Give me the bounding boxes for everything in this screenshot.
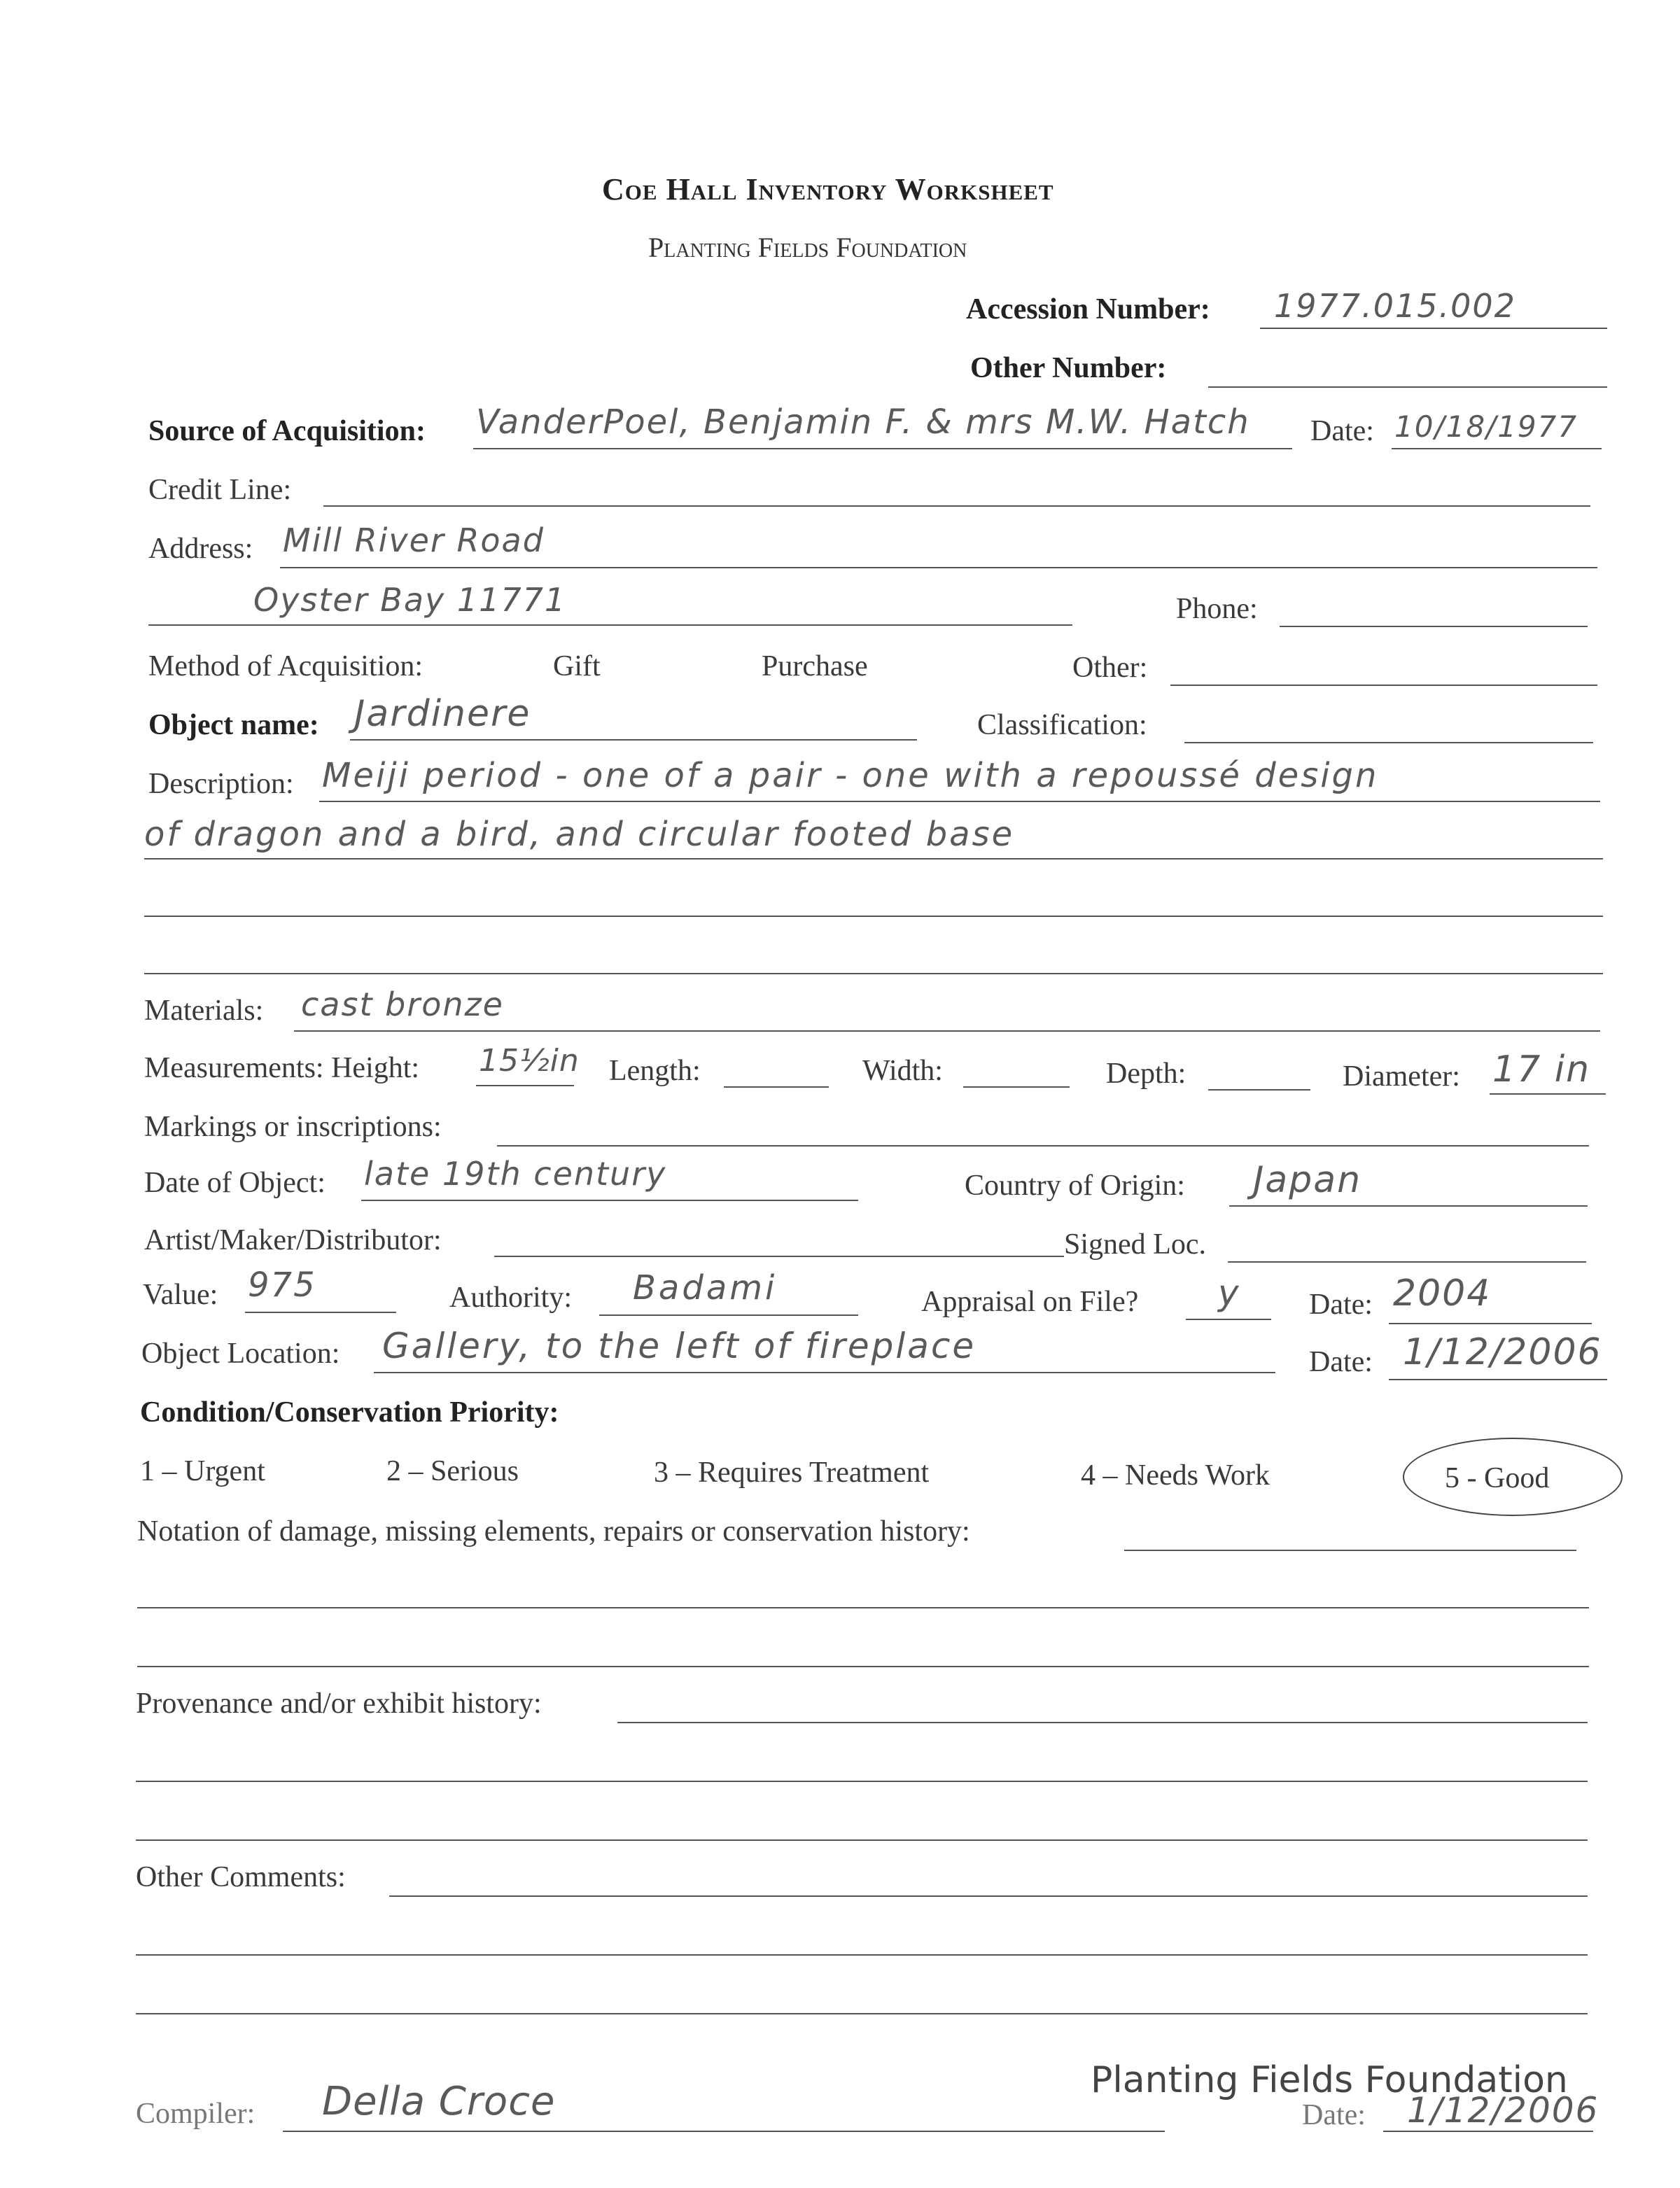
- other-comments-label: Other Comments:: [136, 1861, 346, 1893]
- country-of-origin-value[interactable]: Japan: [1253, 1159, 1362, 1201]
- provenance-line-2[interactable]: [136, 1781, 1588, 1782]
- compiler-value[interactable]: Della Croce: [322, 2079, 556, 2124]
- classification-label: Classification:: [977, 709, 1147, 741]
- depth-line[interactable]: [1208, 1089, 1310, 1091]
- address-value-1[interactable]: Mill River Road: [283, 521, 545, 559]
- authority-label: Authority:: [449, 1282, 572, 1314]
- provenance-line-3[interactable]: [136, 1839, 1588, 1841]
- value-label: Value:: [143, 1279, 218, 1311]
- description-line-3[interactable]: [144, 916, 1603, 917]
- artist-line[interactable]: [494, 1256, 1064, 1257]
- object-location-label: Object Location:: [141, 1338, 340, 1370]
- source-line: [473, 448, 1292, 449]
- date-of-object-label: Date of Object:: [144, 1167, 326, 1199]
- height-line: [476, 1085, 574, 1086]
- method-gift-option[interactable]: Gift: [553, 650, 601, 682]
- description-line-2: [144, 858, 1603, 860]
- priority-needs-work[interactable]: 4 – Needs Work: [1081, 1459, 1270, 1492]
- priority-serious[interactable]: 2 – Serious: [386, 1455, 519, 1487]
- credit-line-line[interactable]: [323, 505, 1590, 507]
- object-location-line: [374, 1372, 1275, 1373]
- materials-label: Materials:: [144, 995, 264, 1027]
- source-date-value[interactable]: 10/18/1977: [1394, 409, 1578, 444]
- object-name-line: [350, 739, 917, 741]
- method-purchase-option[interactable]: Purchase: [762, 650, 868, 682]
- other-comments-line-3[interactable]: [136, 2013, 1588, 2014]
- appraisal-label: Appraisal on File?: [921, 1286, 1139, 1318]
- source-date-line: [1392, 448, 1602, 449]
- date-of-object-value[interactable]: late 19th century: [364, 1155, 667, 1193]
- value-line: [245, 1312, 396, 1313]
- diameter-value[interactable]: 17 in: [1492, 1049, 1591, 1091]
- other-number-label: Other Number:: [970, 352, 1167, 384]
- compiler-line: [283, 2131, 1165, 2132]
- description-line-4[interactable]: [144, 973, 1603, 974]
- depth-label: Depth:: [1106, 1058, 1186, 1090]
- appraisal-line: [1186, 1319, 1271, 1320]
- diameter-line: [1490, 1093, 1606, 1095]
- source-date-label: Date:: [1310, 415, 1374, 447]
- description-value-1[interactable]: Meiji period - one of a pair - one with a repoussé design: [322, 756, 1379, 795]
- location-date-value[interactable]: 1/12/2006: [1403, 1331, 1602, 1373]
- markings-label: Markings or inscriptions:: [144, 1111, 442, 1143]
- credit-line-label: Credit Line:: [148, 474, 292, 506]
- width-line[interactable]: [963, 1086, 1070, 1088]
- width-label: Width:: [862, 1055, 943, 1087]
- appraisal-date-label: Date:: [1309, 1289, 1373, 1321]
- source-label: Source of Acquisition:: [148, 415, 426, 447]
- form-title: Coe Hall Inventory Worksheet: [602, 172, 1054, 206]
- accession-number-label: Accession Number:: [966, 293, 1210, 325]
- length-line[interactable]: [724, 1086, 829, 1088]
- notation-line-3[interactable]: [137, 1666, 1589, 1667]
- method-other-label: Other:: [1072, 652, 1148, 684]
- priority-requires-treatment[interactable]: 3 – Requires Treatment: [654, 1457, 930, 1489]
- provenance-label: Provenance and/or exhibit history:: [136, 1688, 542, 1720]
- description-line-1: [319, 801, 1600, 802]
- materials-line: [294, 1030, 1600, 1032]
- appraisal-date-line: [1389, 1323, 1592, 1324]
- address-label: Address:: [148, 533, 253, 565]
- compiler-date-line: [1383, 2131, 1593, 2132]
- location-date-label: Date:: [1309, 1346, 1373, 1378]
- method-other-line[interactable]: [1170, 685, 1597, 686]
- source-value[interactable]: VanderPoel, Benjamin F. & mrs M.W. Hatch: [476, 402, 1250, 442]
- other-number-line[interactable]: [1208, 386, 1607, 388]
- provenance-line-1[interactable]: [617, 1722, 1588, 1723]
- country-of-origin-label: Country of Origin:: [965, 1170, 1185, 1202]
- priority-good[interactable]: 5 - Good: [1445, 1462, 1550, 1494]
- length-label: Length:: [609, 1055, 701, 1087]
- measurements-height-label: Measurements: Height:: [144, 1052, 420, 1084]
- signed-loc-label: Signed Loc.: [1064, 1228, 1206, 1261]
- compiler-date-label: Date:: [1302, 2099, 1366, 2131]
- value-value[interactable]: 975: [248, 1265, 316, 1305]
- location-date-line: [1389, 1379, 1607, 1380]
- address-line-1: [280, 567, 1597, 568]
- authority-line: [599, 1314, 858, 1316]
- phone-line[interactable]: [1280, 626, 1588, 627]
- signed-loc-line[interactable]: [1228, 1261, 1586, 1263]
- appraisal-value[interactable]: y: [1218, 1272, 1240, 1313]
- description-label: Description:: [148, 768, 294, 800]
- notation-line-1[interactable]: [1124, 1550, 1576, 1551]
- accession-number-line: [1260, 328, 1607, 329]
- height-value[interactable]: 15½in: [479, 1043, 580, 1079]
- footer-watermark: Planting Fields Foundation: [1091, 2059, 1568, 2101]
- other-comments-line-1[interactable]: [389, 1895, 1588, 1897]
- description-value-2[interactable]: of dragon and a bird, and circular footed base: [144, 815, 1015, 854]
- compiler-label: Compiler:: [136, 2098, 255, 2130]
- compiler-date-value[interactable]: 1/12/2006: [1407, 2090, 1600, 2131]
- country-of-origin-line: [1229, 1205, 1588, 1207]
- materials-value[interactable]: cast bronze: [301, 986, 504, 1023]
- notation-label: Notation of damage, missing elements, repairs or conservation history:: [137, 1515, 970, 1548]
- object-name-value[interactable]: Jardinere: [354, 693, 531, 735]
- authority-value[interactable]: Badami: [633, 1268, 778, 1307]
- classification-line[interactable]: [1184, 742, 1593, 743]
- other-comments-line-2[interactable]: [136, 1954, 1588, 1956]
- address-line-2: [148, 624, 1072, 626]
- method-label: Method of Acquisition:: [148, 650, 423, 682]
- condition-heading: Condition/Conservation Priority:: [140, 1396, 559, 1429]
- notation-line-2[interactable]: [137, 1607, 1589, 1608]
- address-value-2[interactable]: Oyster Bay 11771: [253, 581, 567, 619]
- markings-line[interactable]: [497, 1145, 1589, 1146]
- appraisal-date-value[interactable]: 2004: [1393, 1272, 1492, 1314]
- accession-number-value[interactable]: 1977.015.002: [1274, 287, 1516, 325]
- object-location-value[interactable]: Gallery, to the left of fireplace: [382, 1326, 976, 1366]
- phone-label: Phone:: [1176, 593, 1258, 625]
- form-subtitle: Planting Fields Foundation: [648, 232, 967, 263]
- date-of-object-line: [361, 1200, 858, 1201]
- artist-label: Artist/Maker/Distributor:: [144, 1224, 442, 1256]
- priority-urgent[interactable]: 1 – Urgent: [140, 1455, 265, 1487]
- object-name-label: Object name:: [148, 709, 319, 741]
- diameter-label: Diameter:: [1343, 1060, 1460, 1093]
